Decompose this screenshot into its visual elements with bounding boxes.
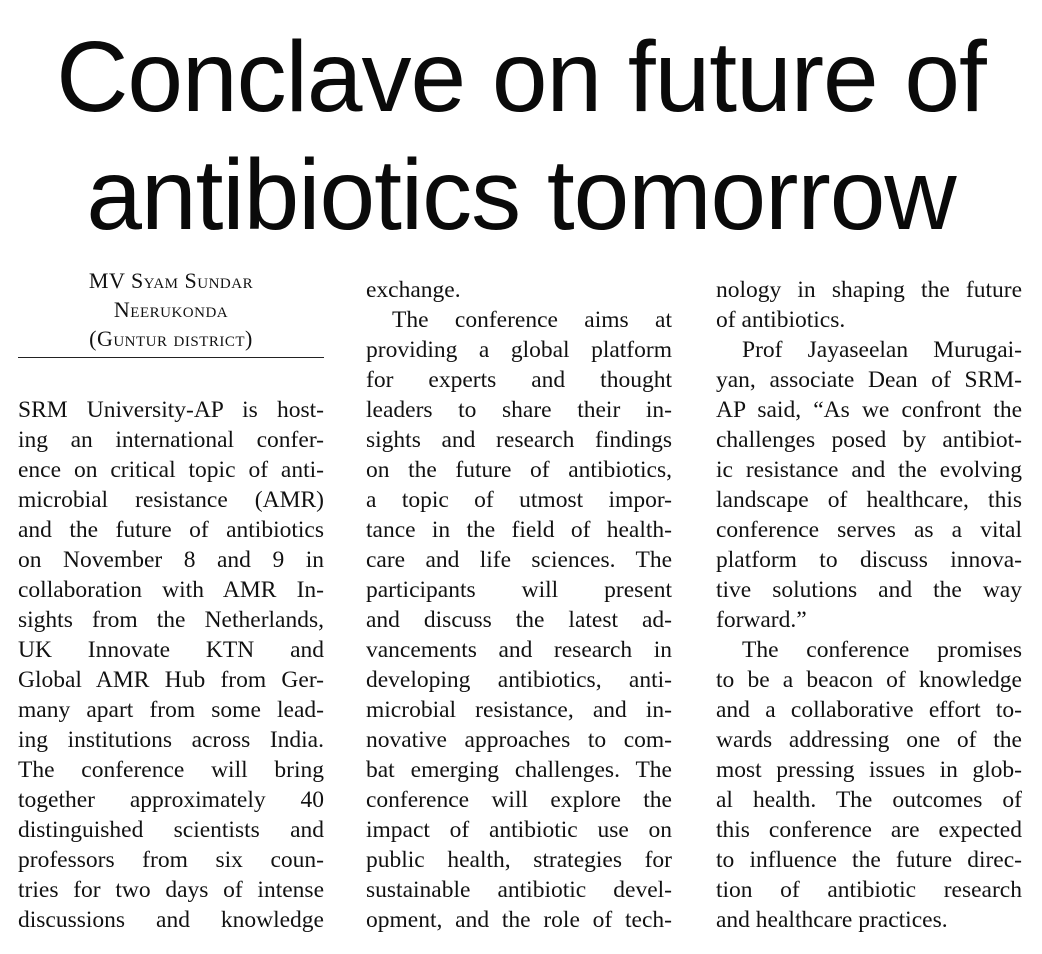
text-line: and a collaborative effort to- (716, 697, 1022, 723)
text-line: sustainable antibiotic devel- (366, 877, 672, 903)
byline (18, 266, 324, 353)
byline-author-surname: Neerukonda (113, 297, 229, 322)
text-line: care and life sciences. The (366, 547, 672, 573)
text-line: landscape of healthcare, this (716, 487, 1022, 513)
text-line: on the future of antibiotics, (366, 457, 672, 483)
text-line: discussions and knowledge (18, 907, 324, 933)
text-line: nology in shaping the future (716, 277, 1022, 303)
text-line: most pressing issues in glob- (716, 757, 1022, 783)
text-line: challenges posed by antibiot- (716, 427, 1022, 453)
text-line: exchange. (366, 277, 461, 303)
text-line: many apart from some lead- (18, 697, 324, 723)
text-line: novative approaches to com- (366, 727, 672, 753)
text-line: for experts and thought (366, 367, 672, 393)
byline-divider (18, 357, 324, 358)
text-line: tries for two days of intense (18, 877, 324, 903)
text-line: UK Innovate KTN and (18, 637, 324, 663)
text-line: and healthcare practices. (716, 907, 948, 933)
text-line: providing a global platform (366, 337, 672, 363)
text-line: to influence the future direc- (716, 847, 1022, 873)
article-column-3 (716, 275, 1022, 935)
byline-location: (Guntur district) (89, 326, 253, 351)
article-column-1 (18, 395, 324, 935)
text-line: impact of antibiotic use on (366, 817, 672, 843)
headline (0, 18, 1042, 254)
text-line: distinguished scientists and (18, 817, 324, 843)
text-line: The conference aims at (392, 307, 672, 333)
text-line: yan, associate Dean of SRM- (716, 367, 1022, 393)
text-line: collaboration with AMR In- (18, 577, 324, 603)
text-line: platform to discuss innova- (716, 547, 1022, 573)
text-line: SRM University-AP is host- (18, 397, 324, 423)
text-line: a topic of utmost impor- (366, 487, 672, 513)
text-line: sights and research findings (366, 427, 672, 453)
article-column-2 (366, 275, 672, 935)
text-line: and the future of antibiotics (18, 517, 324, 543)
text-line: ence on critical topic of anti- (18, 457, 324, 483)
text-line: ing institutions across India. (18, 727, 324, 753)
text-line: tive solutions and the way (716, 577, 1022, 603)
text-line: conference serves as a vital (716, 517, 1022, 543)
text-line: of antibiotics. (716, 307, 846, 333)
text-line: on November 8 and 9 in (18, 547, 324, 573)
text-line: tion of antibiotic research (716, 877, 1022, 903)
text-line: professors from six coun- (18, 847, 324, 873)
text-line: Global AMR Hub from Ger- (18, 667, 324, 693)
text-line: together approximately 40 (18, 787, 324, 813)
text-line: forward.” (716, 607, 807, 633)
text-line: and discuss the latest ad- (366, 607, 672, 633)
text-line: The conference will bring (18, 757, 324, 783)
text-line: AP said, “As we confront the (716, 397, 1022, 423)
text-line: sights from the Netherlands, (18, 607, 324, 633)
headline-line-2: antibiotics tomorrow (86, 139, 956, 251)
text-line: developing antibiotics, anti- (366, 667, 672, 693)
text-line: leaders to share their in- (366, 397, 672, 423)
text-line: public health, strategies for (366, 847, 672, 873)
text-line: bat emerging challenges. The (366, 757, 672, 783)
text-line: Prof Jayaseelan Murugai- (742, 337, 1022, 363)
text-line: participants will present (366, 577, 672, 603)
text-line: wards addressing one of the (716, 727, 1022, 753)
text-line: this conference are expected (716, 817, 1022, 843)
text-line: tance in the field of health- (366, 517, 672, 543)
text-line: microbial resistance, and in- (366, 697, 672, 723)
text-line: to be a beacon of knowledge (716, 667, 1022, 693)
text-line: ic resistance and the evolving (716, 457, 1022, 483)
text-line: opment, and the role of tech- (366, 907, 672, 933)
text-line: vancements and research in (366, 637, 672, 663)
text-line: conference will explore the (366, 787, 672, 813)
text-line: microbial resistance (AMR) (18, 487, 324, 513)
text-line: The conference promises (742, 637, 1022, 663)
byline-author: MV Syam Sundar (88, 268, 254, 293)
text-line: al health. The outcomes of (716, 787, 1022, 813)
text-line: ing an international confer- (18, 427, 324, 453)
headline-line-1: Conclave on future of (56, 21, 986, 133)
